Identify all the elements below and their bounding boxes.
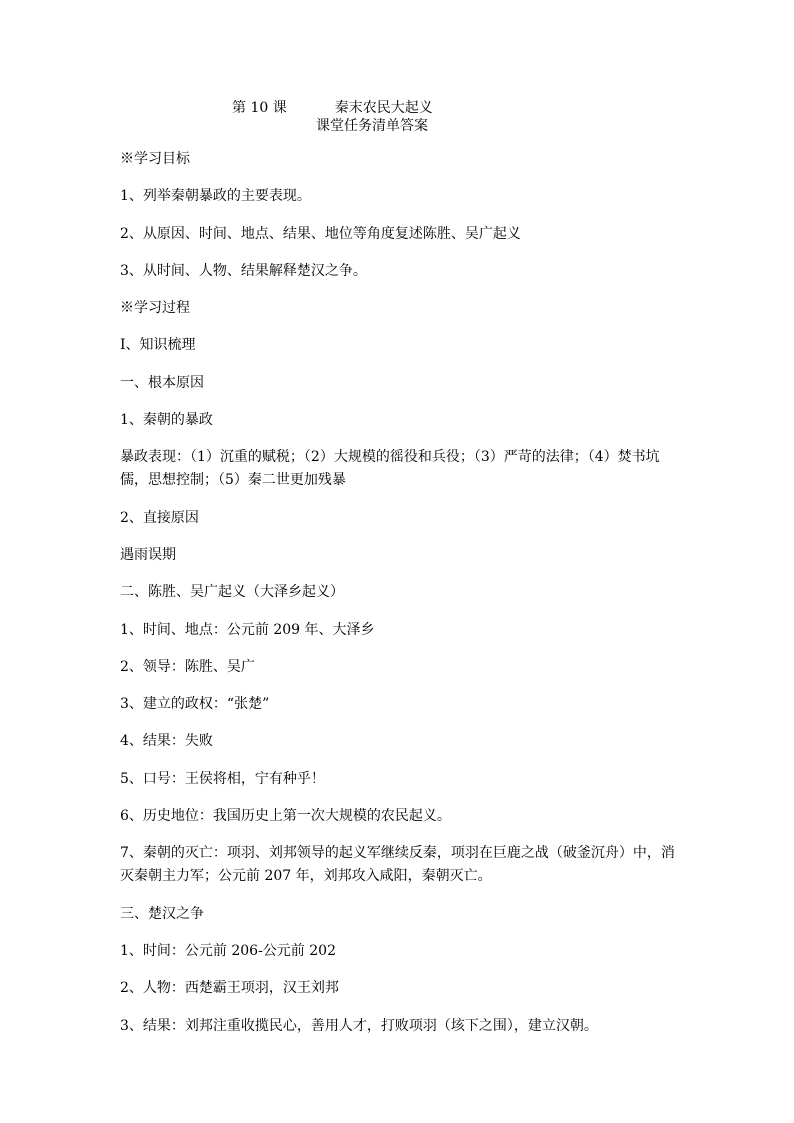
list-item: 3、建立的政权：“张楚” bbox=[120, 696, 270, 713]
section-heading-process: ※学习过程 bbox=[120, 300, 190, 317]
paragraph: 暴政表现：（1）沉重的赋税；（2）大规模的徭役和兵役；（3）严苛的法律；（4）焚书坑儒，思想控制；（5）秦二世更加残暴 bbox=[120, 449, 660, 489]
lesson-name: 秦末农民大起义 bbox=[334, 100, 433, 116]
list-item: 2、人物：西楚霸王项羽，汉王刘邦 bbox=[120, 980, 339, 997]
list-item: 1、时间、地点：公元前 209 年、大泽乡 bbox=[120, 621, 375, 638]
subsection-heading: 一、根本原因 bbox=[120, 374, 204, 391]
list-item: 4、结果：失败 bbox=[120, 733, 213, 750]
list-item: 7、秦朝的灭亡：项羽、刘邦领导的起义军继续反秦，项羽在巨鹿之战（破釜沉舟）中，消灭秦朝主力军；公元前 207 年，刘邦攻入咸阳，秦朝灭亡。 bbox=[120, 845, 675, 885]
list-item: 1、秦朝的暴政 bbox=[120, 412, 213, 429]
goal-item: 1、列举秦朝暴政的主要表现。 bbox=[120, 188, 311, 205]
list-item: 6、历史地位：我国历史上第一次大规模的农民起义。 bbox=[120, 808, 451, 825]
document-body bbox=[120, 148, 680, 1052]
list-item: 5、口号：王侯将相，宁有种乎！ bbox=[120, 770, 325, 787]
lesson-number: 第 10 课 bbox=[232, 100, 287, 116]
goal-item: 2、从原因、时间、地点、结果、地位等角度复述陈胜、吴广起义 bbox=[120, 225, 521, 242]
lesson-subtitle: 课堂任务清单答案 bbox=[316, 118, 428, 134]
section-heading-goals: ※学习目标 bbox=[120, 151, 190, 167]
goal-item: 3、从时间、人物、结果解释楚汉之争。 bbox=[120, 262, 367, 279]
subsection-heading: Ⅰ、知识梳理 bbox=[120, 337, 196, 354]
list-item: 1、时间：公元前 206-公元前 202 bbox=[120, 942, 336, 959]
list-item: 2、领导：陈胜、吴广 bbox=[120, 658, 255, 675]
subsection-heading: 三、楚汉之争 bbox=[120, 905, 204, 922]
list-item: 2、直接原因 bbox=[120, 509, 199, 526]
lesson-title bbox=[232, 97, 433, 117]
list-item: 3、结果：刘邦注重收揽民心，善用人才，打败项羽（垓下之围），建立汉朝。 bbox=[120, 1017, 598, 1034]
paragraph: 遇雨误期 bbox=[120, 546, 176, 563]
subsection-heading: 二、陈胜、吴广起义（大泽乡起义） bbox=[120, 584, 344, 601]
